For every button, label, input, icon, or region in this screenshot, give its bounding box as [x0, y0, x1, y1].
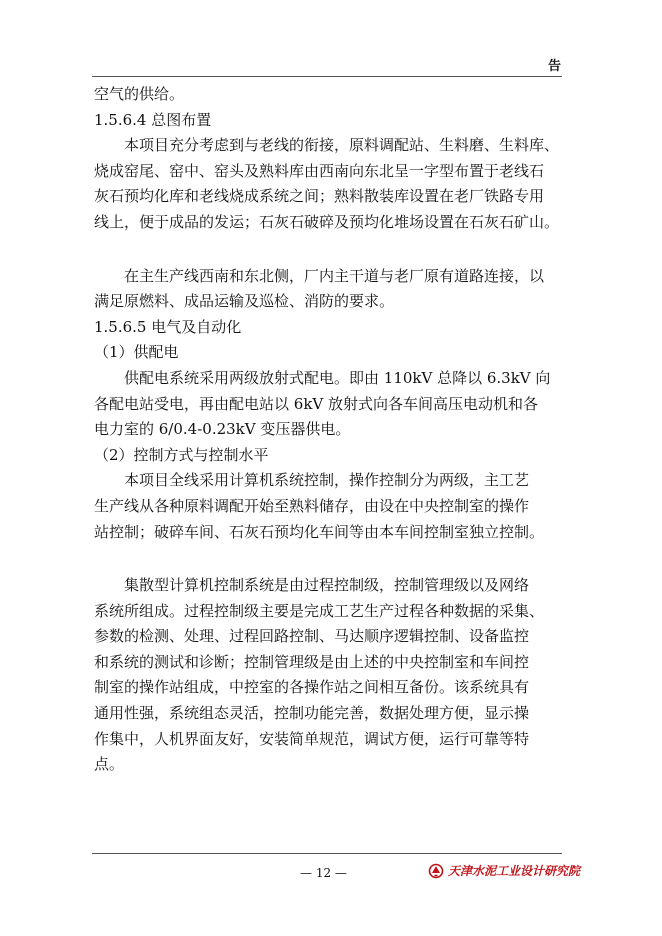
text-line: 本项目充分考虑到与老线的衔接，原料调配站、生料磨、生料库、	[124, 136, 560, 155]
page-number: — 12 —	[300, 866, 347, 880]
paragraph-gap	[94, 236, 570, 264]
paragraph-power	[94, 366, 570, 443]
text-line: 在主生产线西南和东北侧，厂内主干道与老厂原有道路连接，以	[124, 266, 545, 285]
text-line: 各配电站受电，再由配电站以 6kV 放射式向各车间高压电动机和各	[94, 394, 539, 413]
paragraph-control	[94, 468, 570, 545]
subheading-control: （2）控制方式与控制水平	[94, 445, 269, 464]
section-heading-layout: 1.5.6.4 总图布置	[94, 110, 212, 129]
text-line: 空气的供给。	[94, 85, 185, 103]
text-line: 满足原燃料、成品运输及巡检、消防的要求。	[94, 292, 395, 311]
text-line: 作集中，人机界面友好，安装简单规范，调试方便，运行可靠等特	[94, 729, 530, 748]
text-line: 线上，便于成品的发运；石灰石破碎及预均化堆场设置在石灰石矿山。	[94, 212, 560, 231]
text-line: 点。	[94, 755, 125, 774]
text-line: 电力室的 6/0.4-0.23kV 变压器供电。	[94, 420, 351, 439]
text-line: 站控制；破碎车间、石灰石预均化车间等由本车间控制室独立控制。	[94, 522, 545, 541]
text-line: 本项目全线采用计算机系统控制，操作控制分为两级，主工艺	[124, 471, 530, 490]
text-line: 灰石预均化库和老线烧成系统之间；熟料散装库设置在老厂铁路专用	[94, 187, 545, 206]
paragraph-dcs	[94, 573, 570, 778]
company-logo-icon	[428, 863, 444, 879]
header-rule	[92, 76, 562, 77]
header-mark: 告	[548, 59, 562, 74]
body-text	[94, 82, 570, 778]
text-line: 参数的检测、处理、过程回路控制、马达顺序逻辑控制、设备监控	[94, 627, 530, 646]
paragraph-layout	[94, 133, 570, 235]
section-heading-electrical: 1.5.6.5 电气及自动化	[94, 317, 242, 336]
text-line: 供配电系统采用两级放射式配电。即由 110kV 总降以 6.3kV 向	[124, 368, 551, 387]
footer-rule	[92, 853, 562, 854]
text-line: 系统所组成。过程控制级主要是完成工艺生产过程各种数据的采集、	[94, 601, 545, 620]
text-line: 和系统的测试和诊断；控制管理级是由上述的中央控制室和车间控	[94, 652, 530, 671]
paragraph-gap	[94, 545, 570, 573]
paragraph-roads	[94, 264, 570, 315]
text-line: 制室的操作站组成，中控室的各操作站之间相互备份。该系统具有	[94, 678, 530, 697]
text-line: 烧成窑尾、窑中、窑头及熟料库由西南向东北呈一字型布置于老线石	[94, 161, 545, 180]
text-line: 集散型计算机控制系统是由过程控制级，控制管理级以及网络	[124, 576, 530, 595]
text-line: 生产线从各种原料调配开始至熟料储存，由设在中央控制室的操作	[94, 496, 530, 515]
footer-logo	[428, 862, 580, 879]
text-line: 通用性强，系统组态灵活，控制功能完善，数据处理方便，显示操	[94, 704, 530, 723]
organization-name: 天津水泥工业设计研究院	[448, 864, 581, 878]
subheading-power-supply: （1）供配电	[94, 343, 179, 362]
